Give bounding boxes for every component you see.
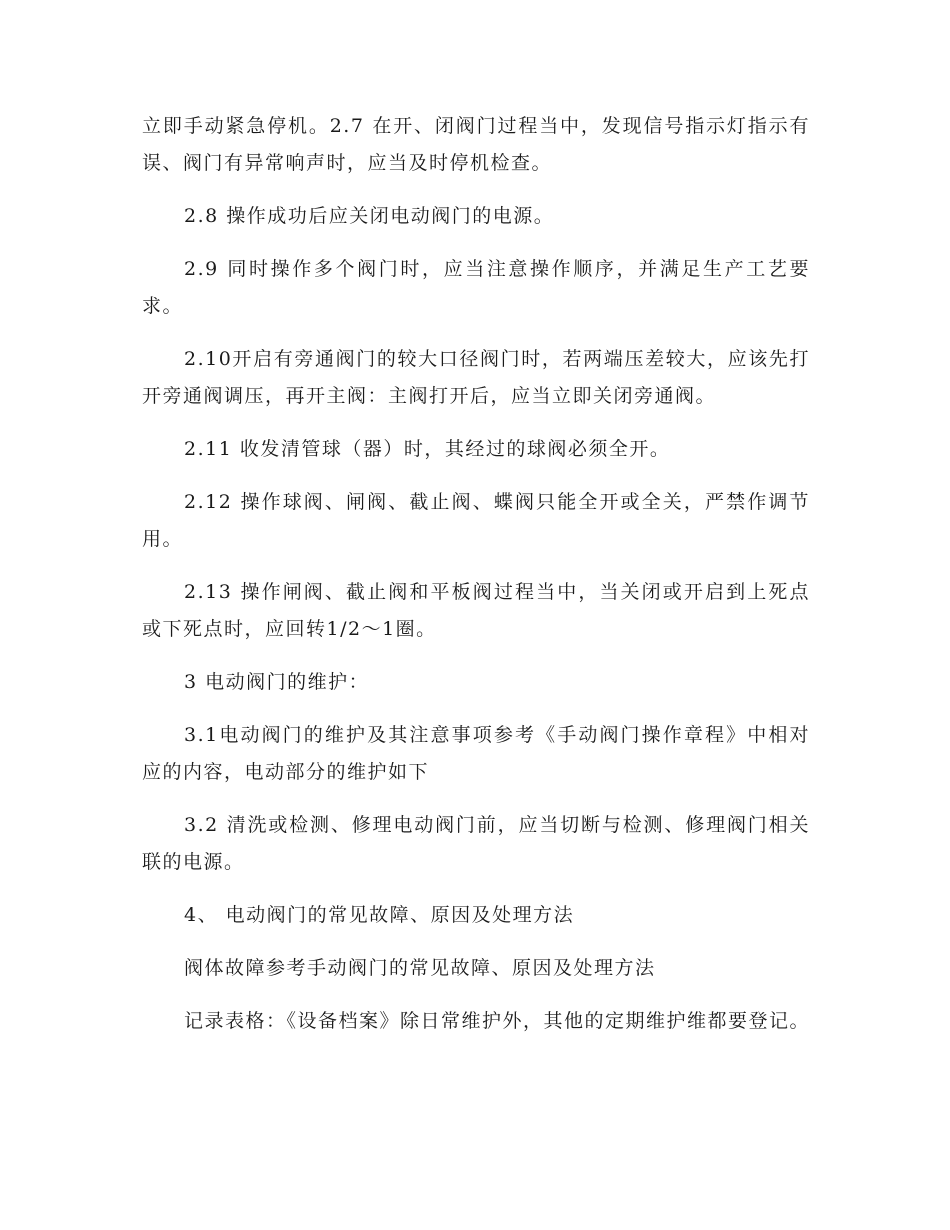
section-3-heading: 3 电动阀门的维护： (184, 671, 370, 693)
section-4-heading: 4、 电动阀门的常见故障、原因及处理方法 (184, 904, 575, 926)
paragraph-2-12: 2.12 操作球阀、闸阀、截止阀、蝶阀只能全开或全关，严禁作调节用。 (142, 491, 810, 550)
paragraph-valve-body-faults: 阀体故障参考手动阀门的常见故障、原因及处理方法 (184, 957, 656, 979)
paragraph-2-7-continued: 立即手动紧急停机。2.7 在开、闭阀门过程当中，发现信号指示灯指示有误、阀门有异常响声时，应当及时停机检查。 (142, 115, 810, 174)
paragraph-record-forms: 记录表格：《设备档案》除日常维护外，其他的定期维护维都要登记。 (184, 1010, 811, 1032)
paragraph-3-2: 3.2 清洗或检测、修理电动阀门前，应当切断与检测、修理阀门相关联的电源。 (142, 814, 810, 873)
paragraph-2-8: 2.8 操作成功后应关闭电动阀门的电源。 (184, 205, 555, 227)
paragraph-2-9: 2.9 同时操作多个阀门时，应当注意操作顺序，并满足生产工艺要求。 (142, 258, 810, 317)
paragraph-2-13: 2.13 操作闸阀、截止阀和平板阀过程当中，当关闭或开启到上死点或下死点时，应回转1/2～1圈。 (142, 581, 810, 640)
document-body (142, 108, 810, 1056)
paragraph-2-11: 2.11 收发清管球（器）时，其经过的球阀必须全开。 (184, 438, 671, 460)
paragraph-3-1: 3.1电动阀门的维护及其注意事项参考《手动阀门操作章程》中相对应的内容，电动部分的维护如下 (142, 724, 810, 783)
paragraph-2-10: 2.10开启有旁通阀门的较大口径阀门时，若两端压差较大，应该先打开旁通阀调压，再开主阀：主阀打开后，应当立即关闭旁通阀。 (142, 348, 810, 407)
